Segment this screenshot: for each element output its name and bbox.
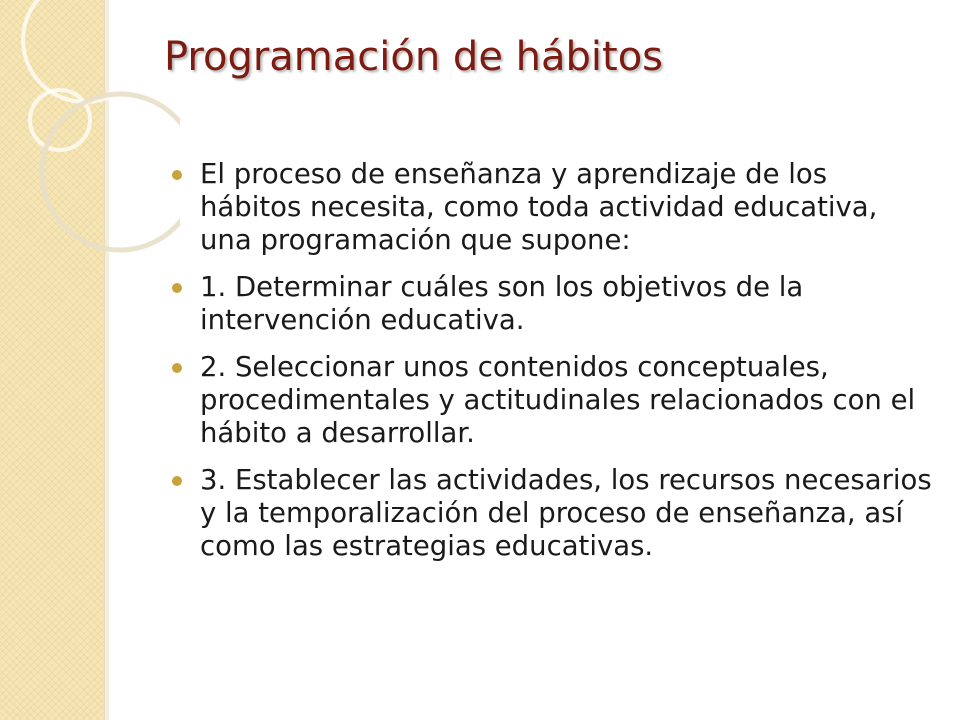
bullet-text: 1. Determinar cuáles son los objetivos de la intervención educativa. bbox=[200, 271, 804, 336]
bullet-item bbox=[172, 464, 932, 563]
bullet-text: El proceso de enseñanza y aprendizaje de los hábitos necesita, como toda actividad educativa, una programación que supone: bbox=[200, 158, 878, 256]
bullet-item bbox=[172, 271, 932, 337]
bullet-list bbox=[172, 158, 932, 577]
bullet-marker bbox=[172, 363, 182, 373]
decorative-circles bbox=[0, 0, 180, 260]
deco-circle-large bbox=[42, 94, 180, 250]
deco-circle-top bbox=[23, 0, 147, 102]
bullet-text: 3. Establecer las actividades, los recursos necesarios y la temporalización del proceso de enseñanza, así como las estrategias educativas. bbox=[200, 464, 932, 562]
bullet-item bbox=[172, 351, 932, 450]
bullet-marker bbox=[172, 283, 182, 293]
bullet-item bbox=[172, 158, 932, 257]
slide-title: Programación de hábitos bbox=[164, 34, 664, 80]
bullet-text: 2. Seleccionar unos contenidos conceptuales, procedimentales y actitudinales relacionados con el hábito a desarrollar. bbox=[200, 351, 916, 449]
bullet-marker bbox=[172, 170, 182, 180]
bullet-marker bbox=[172, 476, 182, 486]
